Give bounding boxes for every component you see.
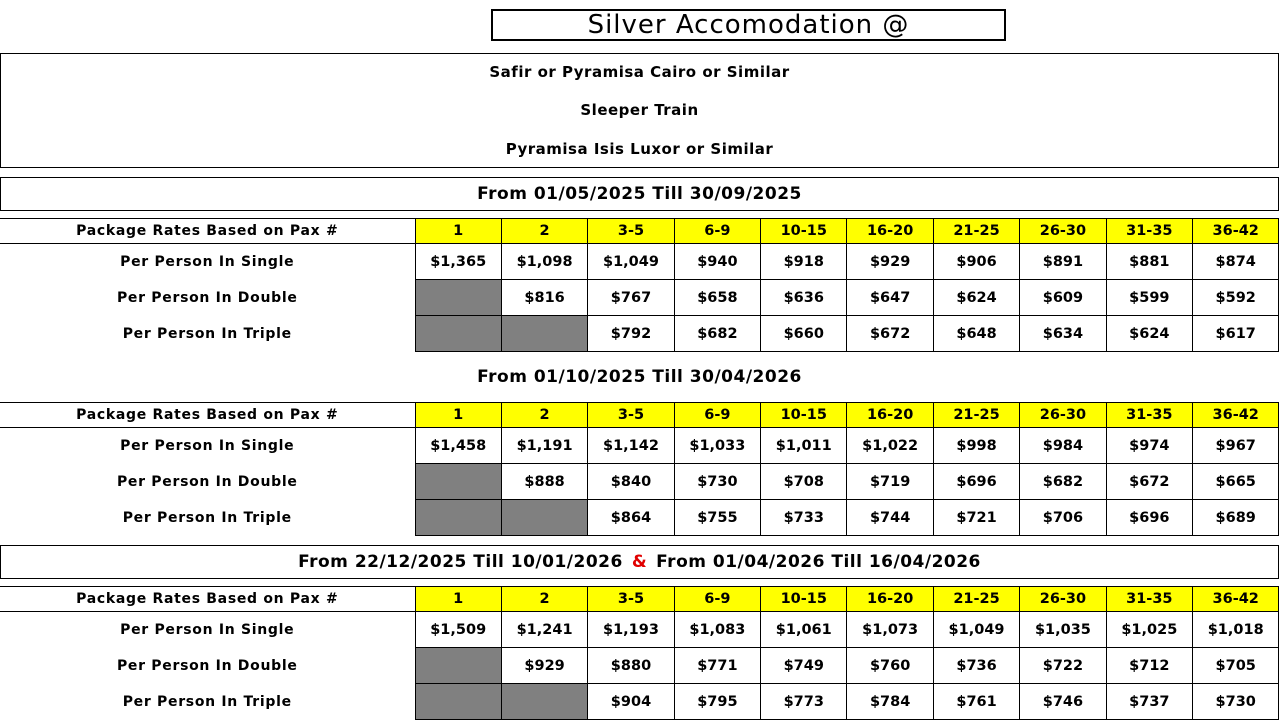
row-label: Per Person In Single [120,437,295,454]
unavailable-cell [501,684,587,720]
period-2-title: From 01/10/2025 Till 30/04/2026 [477,367,802,387]
price-cell: $749 [761,648,847,684]
price-cell: $712 [1106,648,1192,684]
price-cell: $1,061 [761,612,847,648]
pax-header-label: Package Rates Based on Pax # [0,587,415,612]
row-label: Per Person In Single [120,621,295,638]
pax-header-label: Package Rates Based on Pax # [0,403,415,428]
pax-group-header: 36-42 [1193,587,1279,612]
pax-group-header: 21-25 [933,403,1019,428]
pax-group-header: 21-25 [933,219,1019,244]
row-label: Per Person In Double [116,289,298,306]
price-cell: $624 [933,280,1019,316]
unavailable-cell [415,280,501,316]
pax-group-header: 1 [415,587,501,612]
price-cell: $708 [761,464,847,500]
pax-group-header: 26-30 [1020,403,1106,428]
price-cell: $974 [1106,428,1192,464]
price-cell: $1,365 [415,244,501,280]
price-cell: $682 [1020,464,1106,500]
rate-row-single [0,244,1279,280]
rate-table-period-1 [0,218,1279,352]
price-cell: $881 [1106,244,1192,280]
pax-group-header: 36-42 [1193,219,1279,244]
price-cell: $647 [847,280,933,316]
price-cell: $634 [1020,316,1106,352]
price-cell: $733 [761,500,847,536]
pax-group-header: 2 [501,587,587,612]
pax-header-label: Package Rates Based on Pax # [0,219,415,244]
price-cell: $967 [1193,428,1279,464]
price-cell: $592 [1193,280,1279,316]
pax-group-header: 26-30 [1020,587,1106,612]
price-cell: $816 [501,280,587,316]
price-cell: $737 [1106,684,1192,720]
price-cell: $929 [847,244,933,280]
period-3-title-part1: From 22/12/2025 Till 10/01/2026 [298,552,623,572]
pax-group-header: 3-5 [588,587,674,612]
price-cell: $682 [674,316,760,352]
unavailable-cell [501,500,587,536]
price-cell: $1,011 [761,428,847,464]
pax-group-header: 16-20 [847,587,933,612]
pax-group-header: 1 [415,219,501,244]
rate-row-single [0,428,1279,464]
price-cell: $658 [674,280,760,316]
pax-group-header: 6-9 [674,219,760,244]
unavailable-cell [415,464,501,500]
price-cell: $624 [1106,316,1192,352]
price-cell: $719 [847,464,933,500]
rate-row-triple [0,500,1279,536]
price-cell: $773 [761,684,847,720]
period-1-title: From 01/05/2025 Till 30/09/2025 [0,177,1279,211]
price-cell: $888 [501,464,587,500]
price-cell: $795 [674,684,760,720]
price-cell: $1,241 [501,612,587,648]
rate-table-period-2 [0,402,1279,536]
price-cell: $689 [1193,500,1279,536]
price-cell: $864 [588,500,674,536]
price-cell: $599 [1106,280,1192,316]
row-label: Per Person In Double [116,473,298,490]
price-cell: $1,035 [1020,612,1106,648]
pax-group-header: 1 [415,403,501,428]
row-label: Per Person In Triple [122,509,292,526]
price-cell: $998 [933,428,1019,464]
pax-header-row [0,219,1279,244]
price-cell: $665 [1193,464,1279,500]
pax-header-row [0,587,1279,612]
price-cell: $1,193 [588,612,674,648]
pax-group-header: 2 [501,219,587,244]
price-cell: $706 [1020,500,1106,536]
period-3-title-part2: From 01/04/2026 Till 16/04/2026 [656,552,981,572]
hotels-box [0,53,1279,168]
unavailable-cell [501,316,587,352]
price-cell: $904 [588,684,674,720]
price-cell: $617 [1193,316,1279,352]
row-label: Per Person In Double [116,657,298,674]
pax-group-header: 21-25 [933,587,1019,612]
price-cell: $1,083 [674,612,760,648]
price-cell: $984 [1020,428,1106,464]
price-cell: $1,458 [415,428,501,464]
pax-group-header: 31-35 [1106,403,1192,428]
price-cell: $891 [1020,244,1106,280]
pax-group-header: 16-20 [847,403,933,428]
rate-row-triple [0,684,1279,720]
price-cell: $792 [588,316,674,352]
unavailable-cell [415,684,501,720]
price-cell: $1,018 [1193,612,1279,648]
price-cell: $1,049 [588,244,674,280]
pax-group-header: 31-35 [1106,219,1192,244]
price-cell: $1,142 [588,428,674,464]
unavailable-cell [415,316,501,352]
pax-group-header: 31-35 [1106,587,1192,612]
price-cell: $696 [933,464,1019,500]
price-cell: $880 [588,648,674,684]
price-cell: $918 [761,244,847,280]
pax-group-header: 26-30 [1020,219,1106,244]
unavailable-cell [415,648,501,684]
period-3-title [0,545,1279,579]
pax-group-header: 16-20 [847,219,933,244]
price-cell: $609 [1020,280,1106,316]
rate-row-double [0,464,1279,500]
pax-group-header: 10-15 [761,403,847,428]
pax-group-header: 3-5 [588,219,674,244]
price-cell: $1,022 [847,428,933,464]
pax-group-header: 2 [501,403,587,428]
row-label: Per Person In Triple [122,693,292,710]
price-cell: $744 [847,500,933,536]
price-cell: $721 [933,500,1019,536]
price-cell: $730 [674,464,760,500]
price-cell: $722 [1020,648,1106,684]
hotel-line-train: Sleeper Train [580,101,699,119]
price-cell: $929 [501,648,587,684]
pax-group-header: 10-15 [761,219,847,244]
price-cell: $730 [1193,684,1279,720]
price-cell: $660 [761,316,847,352]
rate-row-double [0,280,1279,316]
price-cell: $1,049 [933,612,1019,648]
rate-row-double [0,648,1279,684]
pax-header-row [0,403,1279,428]
price-cell: $761 [933,684,1019,720]
price-cell: $672 [847,316,933,352]
price-cell: $767 [588,280,674,316]
hotel-line-luxor: Pyramisa Isis Luxor or Similar [505,140,774,158]
unavailable-cell [415,500,501,536]
rate-row-triple [0,316,1279,352]
price-cell: $755 [674,500,760,536]
price-cell: $746 [1020,684,1106,720]
pax-group-header: 3-5 [588,403,674,428]
price-cell: $1,033 [674,428,760,464]
price-cell: $1,073 [847,612,933,648]
price-cell: $705 [1193,648,1279,684]
rate-table-period-3 [0,586,1279,720]
price-cell: $672 [1106,464,1192,500]
price-cell: $1,509 [415,612,501,648]
price-cell: $840 [588,464,674,500]
price-cell: $736 [933,648,1019,684]
price-cell: $1,098 [501,244,587,280]
pax-group-header: 6-9 [674,587,760,612]
period-3-ampersand: & [631,552,648,572]
price-cell: $760 [847,648,933,684]
price-cell: $1,025 [1106,612,1192,648]
price-cell: $771 [674,648,760,684]
page-title: Silver Accomodation @ [491,9,1006,41]
pax-group-header: 10-15 [761,587,847,612]
price-cell: $940 [674,244,760,280]
rate-row-single [0,612,1279,648]
row-label: Per Person In Triple [122,325,292,342]
price-cell: $636 [761,280,847,316]
price-cell: $1,191 [501,428,587,464]
pax-group-header: 6-9 [674,403,760,428]
pax-group-header: 36-42 [1193,403,1279,428]
hotel-line-cairo: Safir or Pyramisa Cairo or Similar [489,63,790,81]
price-cell: $784 [847,684,933,720]
price-cell: $874 [1193,244,1279,280]
row-label: Per Person In Single [120,253,295,270]
price-cell: $648 [933,316,1019,352]
price-cell: $906 [933,244,1019,280]
price-cell: $696 [1106,500,1192,536]
